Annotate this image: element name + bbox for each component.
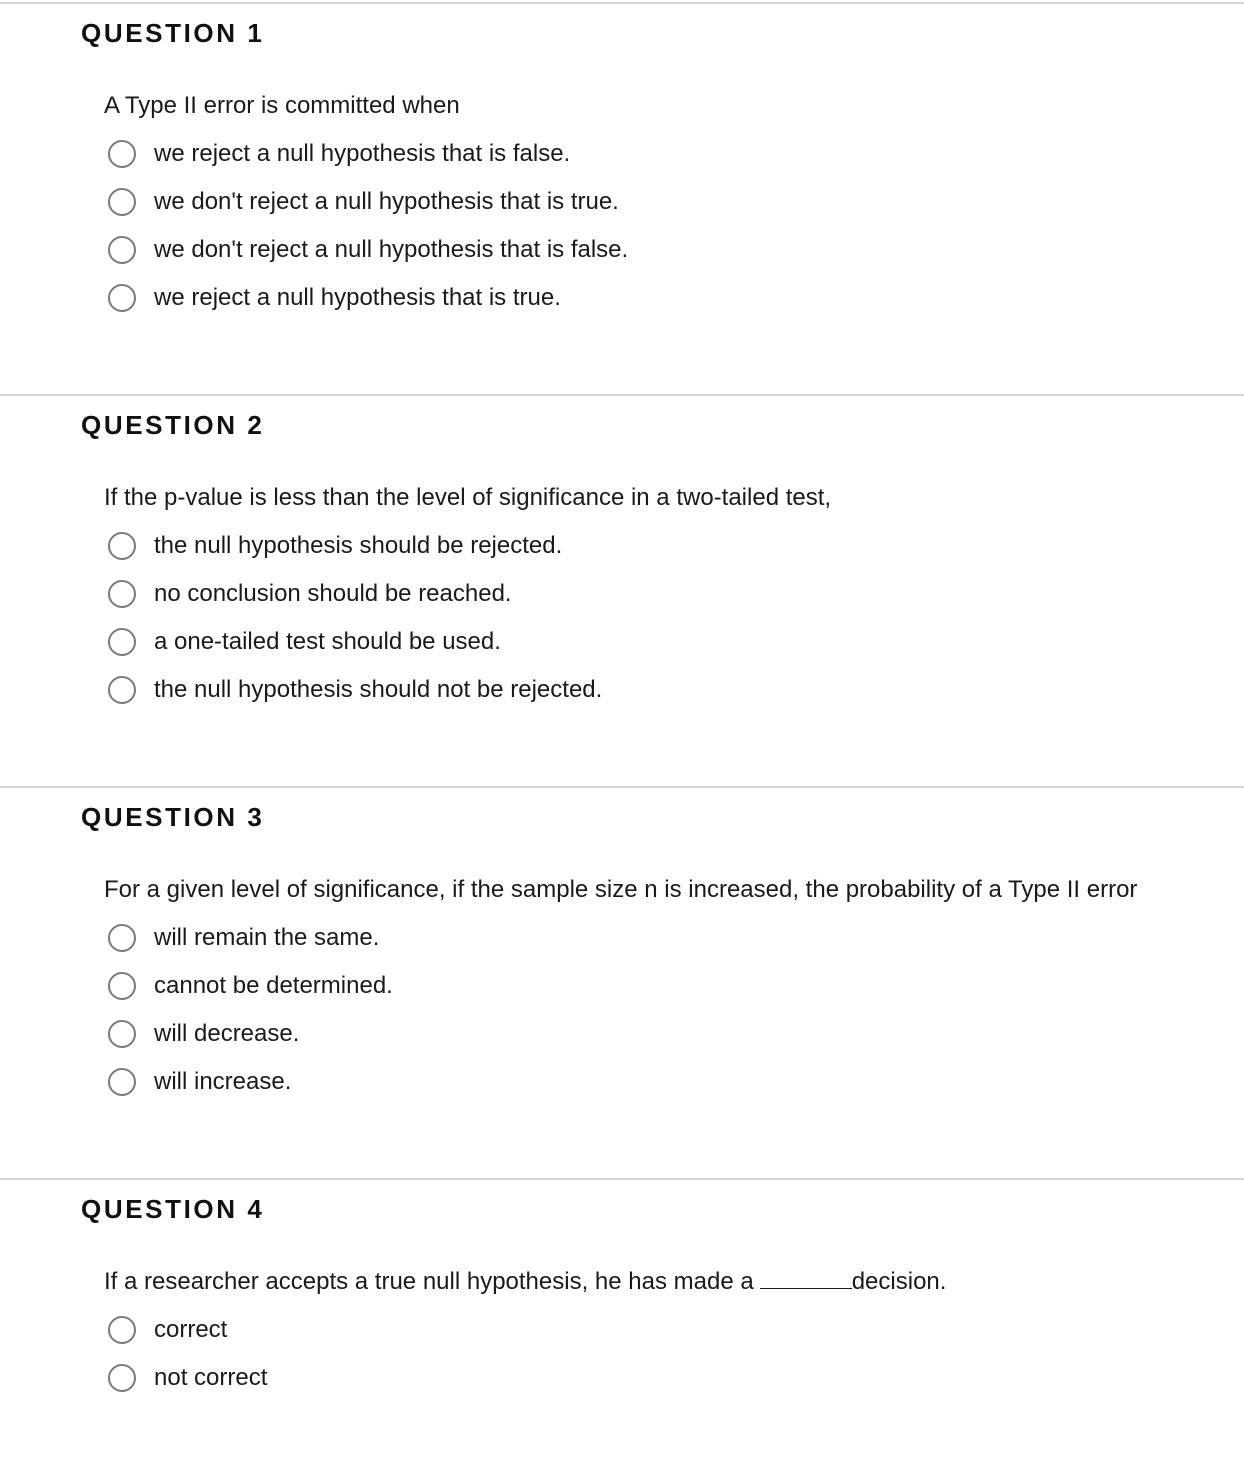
radio-button[interactable] (108, 188, 136, 216)
answer-option[interactable] (108, 136, 628, 184)
option-label[interactable]: will increase. (154, 1068, 292, 1095)
question-prompt: For a given level of significance, if the sample size n is increased, the probability of a Type II error (104, 876, 1138, 903)
answer-option[interactable] (108, 1360, 267, 1408)
radio-button[interactable] (108, 284, 136, 312)
radio-button[interactable] (108, 1316, 136, 1344)
answer-option[interactable] (108, 624, 602, 672)
radio-button[interactable] (108, 1020, 136, 1048)
answer-options (108, 920, 393, 1112)
radio-button[interactable] (108, 924, 136, 952)
option-label[interactable]: a one-tailed test should be used. (154, 628, 501, 655)
question-2 (0, 394, 1244, 786)
option-label[interactable]: we don't reject a null hypothesis that is false. (154, 236, 629, 263)
radio-button[interactable] (108, 140, 136, 168)
option-label[interactable]: we reject a null hypothesis that is true. (154, 284, 561, 311)
option-label[interactable]: we reject a null hypothesis that is false. (154, 140, 571, 167)
option-label[interactable]: the null hypothesis should not be rejected. (154, 676, 603, 703)
radio-button[interactable] (108, 580, 136, 608)
option-label[interactable]: will decrease. (154, 1020, 300, 1047)
question-title: QUESTION 3 (81, 802, 265, 832)
answer-options (108, 1312, 267, 1408)
answer-option[interactable] (108, 920, 393, 968)
radio-button[interactable] (108, 532, 136, 560)
answer-option[interactable] (108, 576, 602, 624)
option-label[interactable]: not correct (154, 1364, 268, 1391)
answer-option[interactable] (108, 1016, 393, 1064)
answer-option[interactable] (108, 232, 628, 280)
radio-button[interactable] (108, 1364, 136, 1392)
prompt-text-before-blank: If a researcher accepts a true null hypothesis, he has made a (104, 1268, 754, 1295)
option-label[interactable]: the null hypothesis should be rejected. (154, 532, 563, 559)
radio-button[interactable] (108, 676, 136, 704)
answer-option[interactable] (108, 184, 628, 232)
answer-option[interactable] (108, 672, 602, 720)
prompt-text-after-blank: decision. (851, 1268, 947, 1295)
option-label[interactable]: cannot be determined. (154, 972, 393, 999)
question-title: QUESTION 1 (81, 18, 265, 48)
question-1 (0, 2, 1244, 394)
option-label[interactable]: correct (154, 1316, 228, 1343)
answer-option[interactable] (108, 528, 602, 576)
question-title: QUESTION 2 (81, 410, 265, 440)
question-4 (0, 1178, 1244, 1474)
radio-button[interactable] (108, 1068, 136, 1096)
answer-option[interactable] (108, 1064, 393, 1112)
answer-option[interactable] (108, 968, 393, 1016)
answer-options (108, 136, 628, 328)
option-label[interactable]: will remain the same. (154, 924, 380, 951)
question-3 (0, 786, 1244, 1178)
option-label[interactable]: no conclusion should be reached. (154, 580, 512, 607)
question-prompt (104, 1268, 946, 1296)
question-prompt: A Type II error is committed when (104, 92, 460, 119)
radio-button[interactable] (108, 628, 136, 656)
question-prompt: If the p-value is less than the level of significance in a two-tailed test, (104, 484, 832, 511)
radio-button[interactable] (108, 236, 136, 264)
answer-option[interactable] (108, 280, 628, 328)
answer-option[interactable] (108, 1312, 267, 1360)
question-title: QUESTION 4 (81, 1194, 265, 1224)
answer-options (108, 528, 602, 720)
fill-in-blank-line (760, 1270, 852, 1289)
option-label[interactable]: we don't reject a null hypothesis that is true. (154, 188, 619, 215)
radio-button[interactable] (108, 972, 136, 1000)
